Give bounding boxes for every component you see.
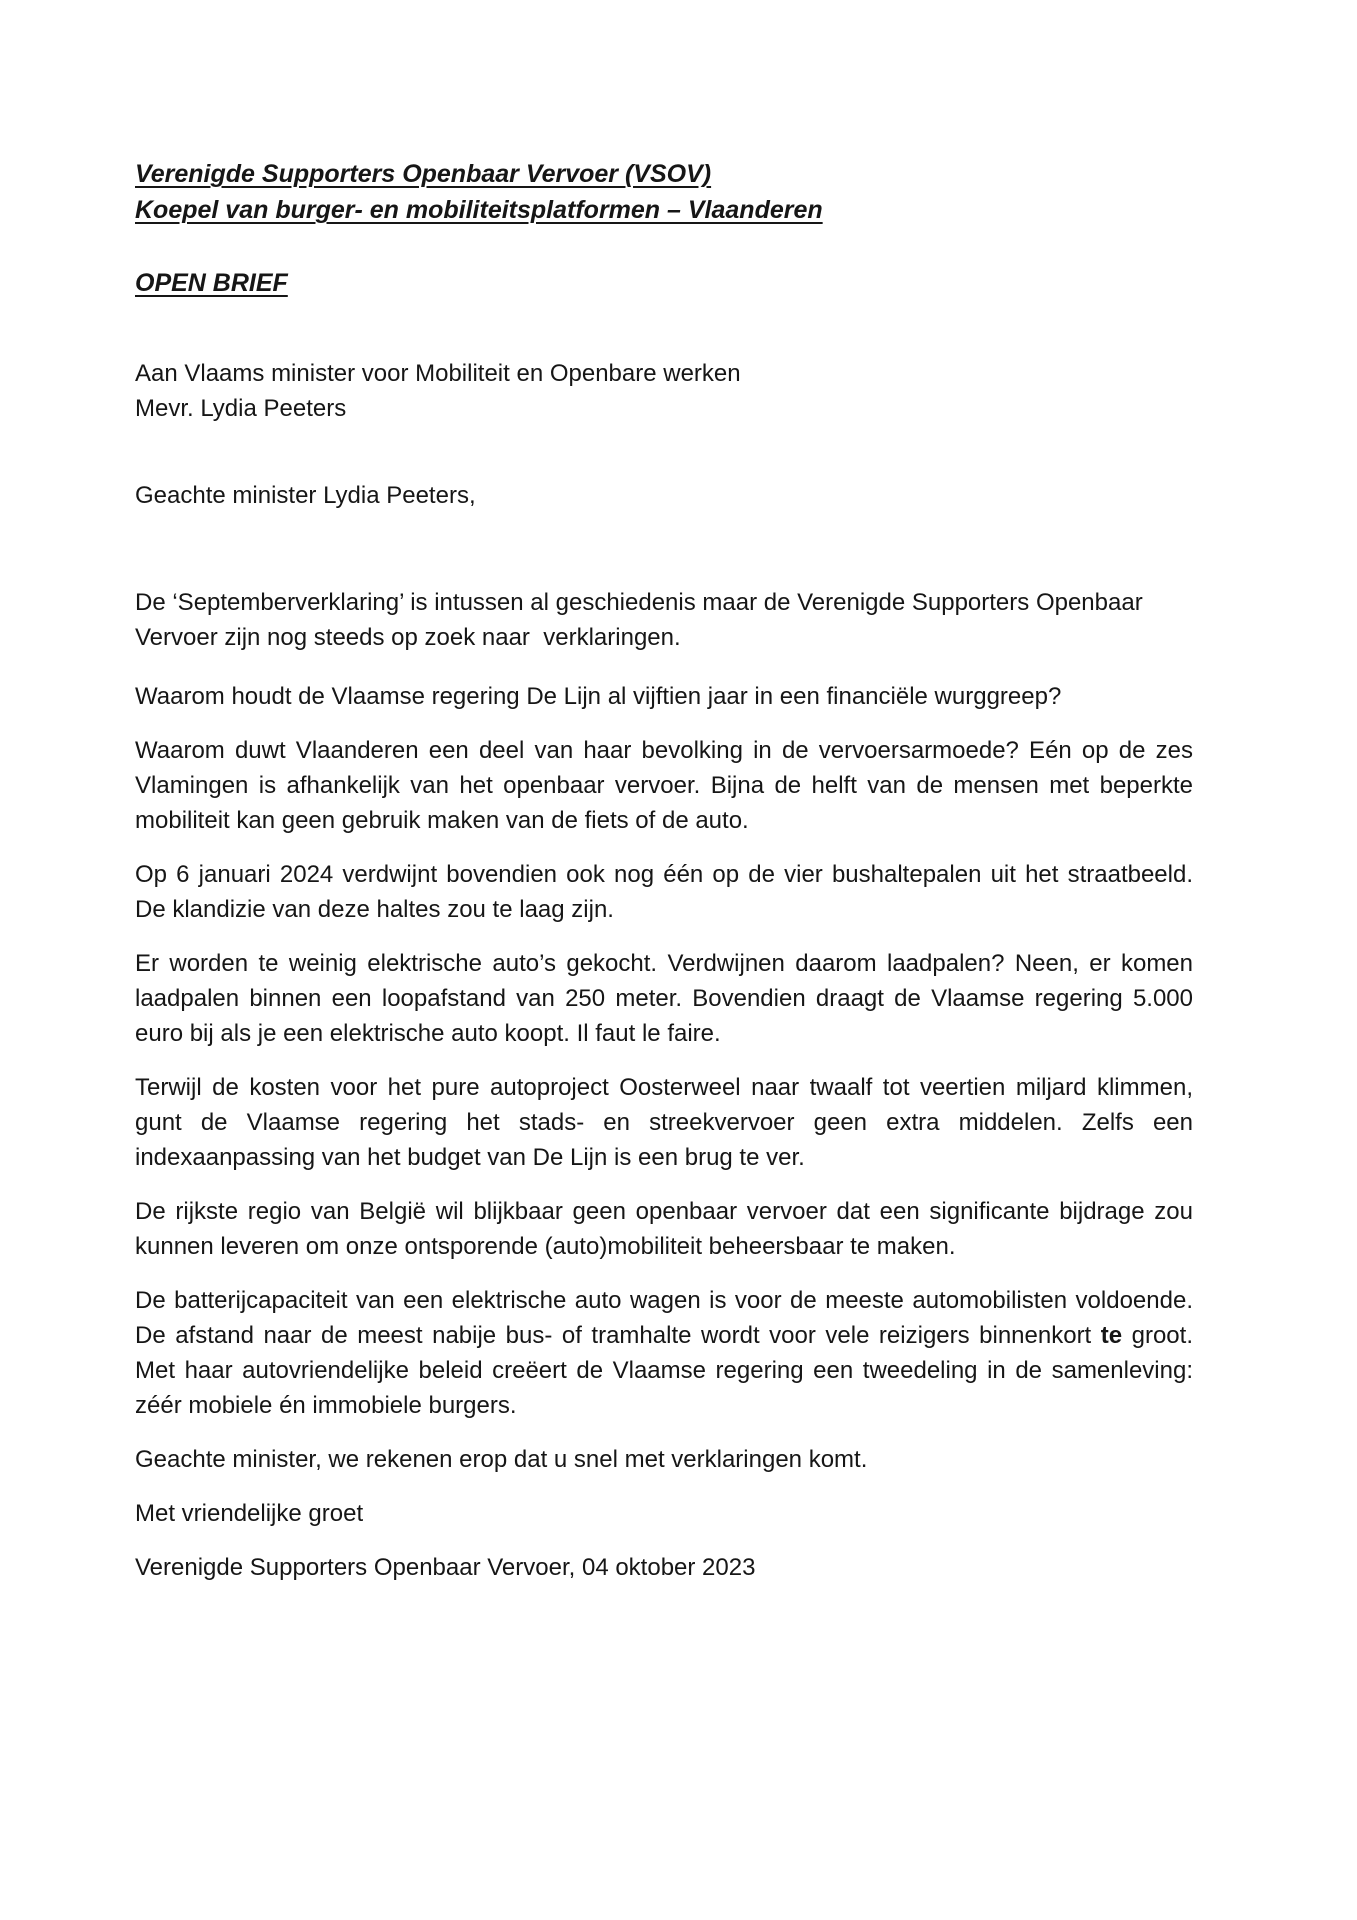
body-paragraphs	[135, 585, 1193, 1423]
paragraph	[135, 857, 1193, 927]
emphasized-text: te	[1100, 1322, 1123, 1349]
paragraph	[135, 1283, 1193, 1423]
letter-subject: OPEN BRIEF	[135, 269, 288, 297]
paragraph-text: groot. Met haar autovriendelijke beleid creëert de Vlaamse regering een tweedeling in de samenleving: zéér mobiele én immobiele burgers.	[135, 1322, 1193, 1419]
paragraph	[135, 946, 1193, 1051]
paragraph-text: Waarom duwt Vlaanderen een deel van haar bevolking in de vervoersarmoede? Eén op de zes Vlamingen is afhankelijk van het openbaar vervoer. Bijna de helft van de mensen met beperkte mobiliteit kan geen gebruik maken van de fiets of de auto.	[135, 737, 1193, 834]
closing-request: Geachte minister, we rekenen erop dat u snel met verklaringen komt.	[135, 1446, 868, 1473]
letterhead	[135, 156, 1193, 301]
paragraph	[135, 585, 1193, 655]
recipient-block	[135, 356, 1193, 426]
paragraph-text: Er worden te weinig elektrische auto’s gekocht. Verdwijnen daarom laadpalen? Neen, er komen laadpalen binnen een loopafstand van 250 meter. Bovendien draagt de Vlaamse regering 5.000 euro bij als je een elektrische auto koopt. Il faut le faire.	[135, 950, 1193, 1047]
recipient-name: Mevr. Lydia Peeters	[135, 395, 347, 422]
signature-line: Verenigde Supporters Openbaar Vervoer, 04 oktober 2023	[135, 1554, 756, 1581]
paragraph-text: Op 6 januari 2024 verdwijnt bovendien ook nog één op de vier bushaltepalen uit het straatbeeld. De klandizie van deze haltes zou te laag zijn.	[135, 861, 1193, 923]
salutation: Geachte minister Lydia Peeters,	[135, 482, 476, 509]
paragraph-text: De batterijcapaciteit van een elektrische auto wagen is voor de meeste automobilisten voldoende. De afstand naar de meest nabije bus- of tramhalte wordt voor vele reizigers binnenkort	[135, 1287, 1193, 1349]
paragraph-text: De rijkste regio van België wil blijkbaar geen openbaar vervoer dat een significante bijdrage zou kunnen leveren om onze ontsporende (auto)mobiliteit beheersbaar te maken.	[135, 1198, 1193, 1260]
organization-name: Verenigde Supporters Openbaar Vervoer (VSOV)	[135, 160, 712, 188]
valediction: Met vriendelijke groet	[135, 1500, 364, 1527]
organization-subtitle: Koepel van burger- en mobiliteitsplatformen – Vlaanderen	[135, 196, 823, 224]
closing-block	[135, 1442, 1193, 1585]
paragraph	[135, 679, 1193, 714]
paragraph-text: De ‘Septemberverklaring’ is intussen al geschiedenis maar de Verenigde Supporters Openbaar Vervoer zijn nog steeds op zoek naar verklaringen.	[135, 589, 1150, 651]
paragraph	[135, 1070, 1193, 1175]
paragraph	[135, 733, 1193, 838]
paragraph	[135, 1194, 1193, 1264]
paragraph-text: Terwijl de kosten voor het pure autoproject Oosterweel naar twaalf tot veertien miljard klimmen, gunt de Vlaamse regering het stads- en streekvervoer geen extra middelen. Zelfs een indexaanpassing van het budget van De Lijn is een brug te ver.	[135, 1074, 1193, 1171]
recipient-title: Aan Vlaams minister voor Mobiliteit en Openbare werken	[135, 360, 741, 387]
paragraph-text: Waarom houdt de Vlaamse regering De Lijn al vijftien jaar in een financiële wurggreep?	[135, 683, 1062, 710]
